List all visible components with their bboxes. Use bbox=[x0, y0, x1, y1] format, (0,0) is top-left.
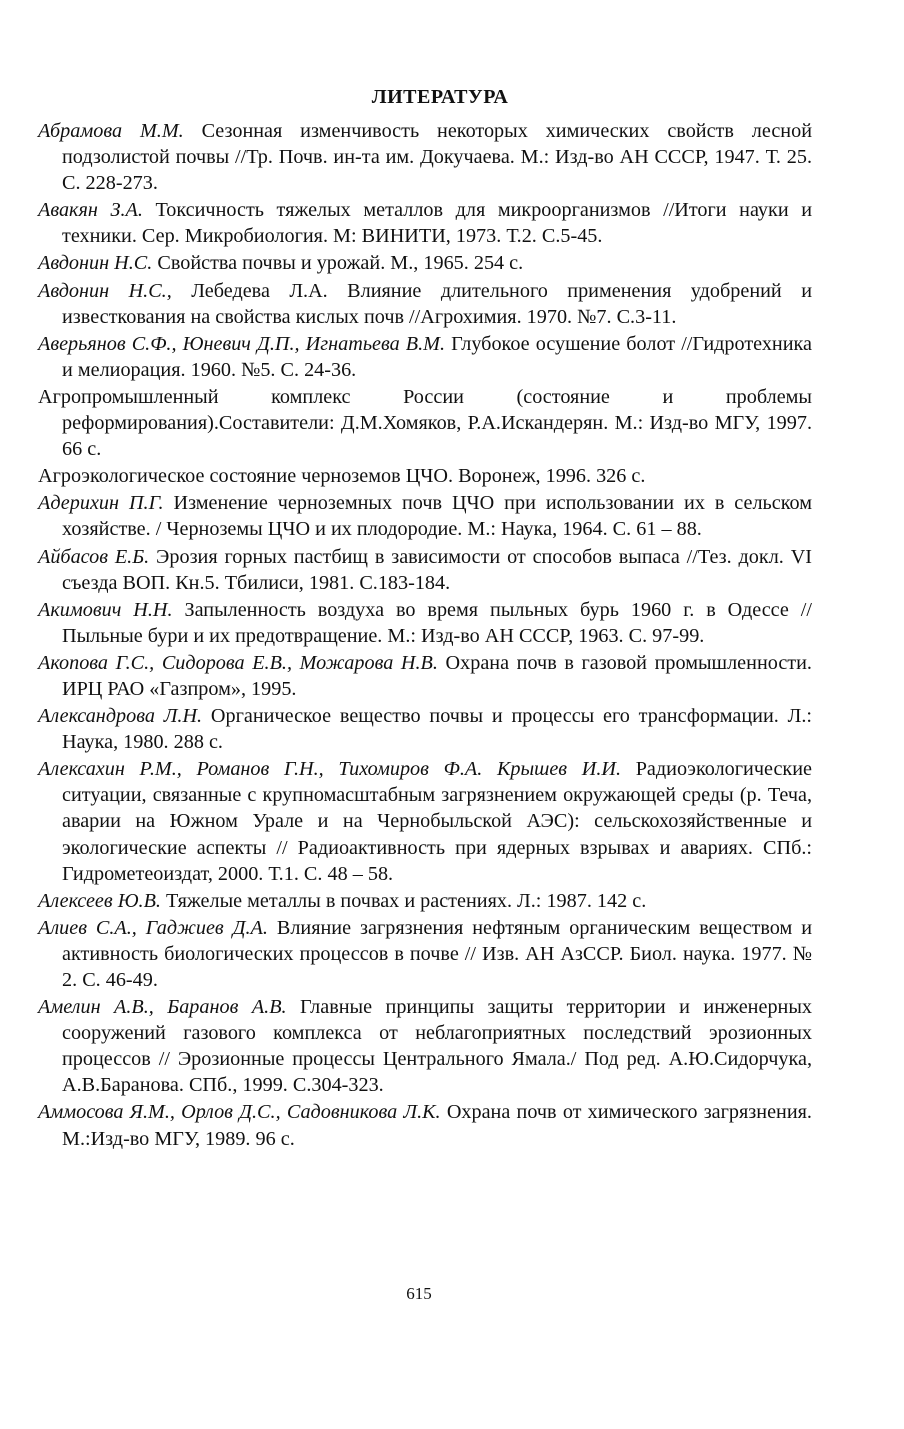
reference-entry bbox=[38, 384, 812, 462]
reference-authors: Алексеев Ю.В. bbox=[38, 889, 161, 912]
reference-text: Лебедева Л.А. Влияние длительного применения удобрений и известкования на свойства кислых почв //Агрохимия. 1970. №7. С.3-11. bbox=[62, 279, 812, 328]
reference-entry bbox=[38, 118, 812, 196]
reference-entry bbox=[38, 250, 812, 276]
reference-text: Тяжелые металлы в почвах и растениях. Л.: 1987. 142 с. bbox=[160, 889, 647, 912]
reference-authors: Амелин А.В., Баранов А.В. bbox=[38, 996, 287, 1019]
reference-text: Эрозия горных пастбищ в зависимости от способов выпаса //Тез. докл. VI съезда ВОП. Кн.5. Тбилиси, 1981. С.183-184. bbox=[62, 545, 812, 594]
reference-authors: Авакян З.А. bbox=[38, 199, 143, 222]
reference-authors: Авдонин Н.С., bbox=[38, 279, 172, 302]
reference-authors: Аверьянов С.Ф., Юневич Д.П., Игнатьева В.М. bbox=[38, 332, 446, 355]
reference-entry bbox=[38, 888, 812, 914]
reference-authors: Абрамова М.М. bbox=[38, 120, 184, 142]
reference-authors: Акопова Г.С., Сидорова Е.В., Можарова Н.В. bbox=[38, 651, 438, 674]
reference-entry bbox=[38, 463, 812, 489]
reference-entry bbox=[38, 703, 812, 755]
reference-text: Влияние загрязнения нефтяным органическим веществом и активность биологических процессов в почве // Изв. АН АзССР. Биол. наука. 1977. № 2. С. 46-49. bbox=[62, 916, 812, 991]
reference-authors: Авдонин Н.С. bbox=[38, 252, 153, 275]
reference-authors: Айбасов Е.Б. bbox=[38, 545, 150, 568]
reference-entry bbox=[38, 756, 812, 886]
reference-entry bbox=[38, 915, 812, 993]
reference-entry bbox=[38, 197, 812, 249]
reference-entry bbox=[38, 331, 812, 383]
reference-authors: Александрова Л.Н. bbox=[38, 705, 203, 728]
reference-text: Токсичность тяжелых металлов для микроорганизмов //Итоги науки и техники. Сер. Микробиология. М: ВИНИТИ, 1973. Т.2. С.5-45. bbox=[62, 199, 812, 248]
reference-authors: Алиев С.А., Гаджиев Д.А. bbox=[38, 916, 268, 939]
reference-entry bbox=[38, 278, 812, 330]
reference-entry bbox=[38, 544, 812, 596]
reference-entry bbox=[38, 490, 812, 542]
reference-text: Сезонная изменчивость некоторых химических свойств лесной подзолистой почвы //Тр. Почв. ин-та им. Докучаева. М.: Изд-во АН СССР, 1947. Т. 25. С. 228-273. bbox=[62, 120, 812, 195]
reference-authors: Аммосова Я.М., Орлов Д.С., Садовникова Л.К. bbox=[38, 1101, 441, 1124]
reference-authors: Алексахин Р.М., Романов Г.Н., Тихомиров Ф.А. Крышев И.И. bbox=[38, 758, 622, 781]
page-number: 615 bbox=[406, 1284, 432, 1303]
reference-text: Агроэкологическое состояние черноземов ЦЧО. Воронеж, 1996. 326 с. bbox=[38, 465, 646, 488]
reference-authors: Адерихин П.Г. bbox=[38, 492, 164, 515]
reference-text: Агропромышленный комплекс России (состояние и проблемы реформирования).Составители: Д.М.Хомяков, Р.А.Искандерян. М.: Изд-во МГУ, 1997. 66 с. bbox=[38, 385, 812, 461]
reference-entry bbox=[38, 650, 812, 702]
reference-entry bbox=[38, 994, 812, 1098]
reference-entry bbox=[38, 597, 812, 649]
reference-text: Главные принципы защиты территории и инженерных сооружений газового комплекса от неблагоприятных последствий эрозионных процессов // Эрозионные процессы Центрального Ямала./ Под ред. А.Ю.Сидорчука, А.В.Баранова. СПб., 1999. С.304-323. bbox=[62, 996, 813, 1097]
reference-text: Охрана почв в газовой промышленности. ИРЦ РАО «Газпром», 1995. bbox=[62, 651, 812, 700]
reference-entry bbox=[38, 1099, 812, 1151]
reference-text: Запыленность воздуха во время пыльных бурь 1960 г. в Одессе // Пыльные бури и их предотвращение. М.: Изд-во АН СССР, 1963. С. 97-99. bbox=[62, 598, 812, 647]
reference-text: Свойства почвы и урожай. М., 1965. 254 с. bbox=[152, 252, 524, 275]
page-title: ЛИТЕРАТУРА bbox=[371, 86, 509, 108]
reference-text: Охрана почв от химического загрязнения. М.:Изд-во МГУ, 1989. 96 с. bbox=[62, 1101, 812, 1150]
reference-text: Органическое вещество почвы и процессы его трансформации. Л.: Наука, 1980. 288 с. bbox=[62, 705, 813, 754]
reference-text: Радиоэкологические ситуации, связанные с крупномасштабным загрязнением окружающей среды (р. Теча, аварии на Южном Урале и на Чернобыльской АЭС): сельскохозяйственные и экологические аспекты // Радиоактивность при ядерных взрывах и авариях. СПб.: Гидрометеоиздат, 2000. Т.1. С. 48 – 58. bbox=[62, 758, 812, 885]
reference-text: Изменение черноземных почв ЦЧО при использовании их в сельском хозяйстве. / Черноземы ЦЧО и их плодородие. М.: Наука, 1964. С. 61 – 88. bbox=[62, 492, 812, 541]
reference-text: Глубокое осушение болот //Гидротехника и мелиорация. 1960. №5. С. 24-36. bbox=[62, 332, 812, 381]
reference-list bbox=[38, 118, 812, 1153]
reference-authors: Акимович Н.Н. bbox=[38, 598, 173, 621]
